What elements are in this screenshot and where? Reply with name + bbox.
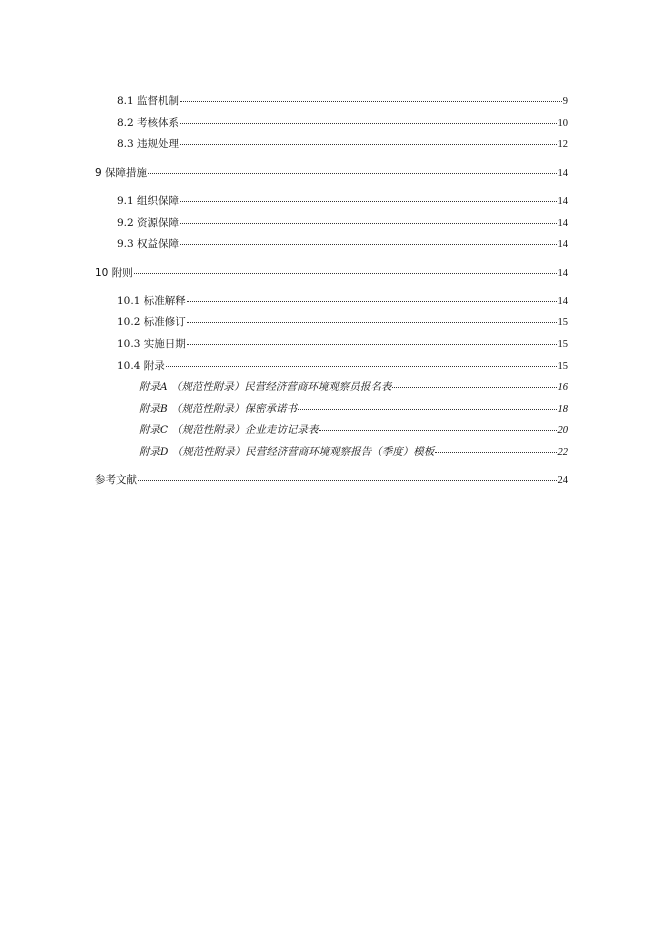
toc-entry-label: 8.3 违规处理 xyxy=(117,138,180,150)
toc-entry-label: 9.2 资源保障 xyxy=(117,217,180,229)
toc-page-number: 22 xyxy=(557,447,568,458)
toc-page-number: 15 xyxy=(557,361,568,372)
toc-entry-label: 8.2 考核体系 xyxy=(117,117,180,129)
toc-page-number: 24 xyxy=(557,475,568,486)
toc-entry-10[interactable] xyxy=(95,266,568,280)
toc-entry-label: 附录B （规范性附录）保密承诺书 xyxy=(139,403,298,415)
toc-dot-leader xyxy=(298,409,556,410)
toc-page-number: 10 xyxy=(557,118,568,129)
toc-entry-9-2[interactable] xyxy=(117,216,568,230)
toc-dot-leader xyxy=(187,322,557,323)
toc-entry-label: 10.1 标准解释 xyxy=(117,295,186,307)
toc-page-number: 18 xyxy=(557,404,568,415)
toc-entry-appendix-b[interactable] xyxy=(139,402,568,416)
toc-entry-8-2[interactable] xyxy=(117,116,568,130)
toc-dot-leader xyxy=(180,201,556,202)
toc-entry-10-4[interactable] xyxy=(117,359,568,373)
toc-dot-leader xyxy=(138,480,557,481)
toc-entry-label: 参考文献 xyxy=(95,474,137,486)
toc-entry-9-3[interactable] xyxy=(117,237,568,251)
toc-page-number: 14 xyxy=(557,296,568,307)
toc-entry-label: 附录C （规范性附录）企业走访记录表 xyxy=(139,424,319,436)
toc-page-number: 14 xyxy=(557,218,568,229)
toc-entry-8-1[interactable] xyxy=(117,94,568,108)
toc-dot-leader xyxy=(180,244,556,245)
toc-dot-leader xyxy=(392,387,556,388)
toc-page-number: 20 xyxy=(557,425,568,436)
toc-page-number: 14 xyxy=(557,239,568,250)
toc-entry-appendix-d[interactable] xyxy=(139,445,568,459)
toc-dot-leader xyxy=(180,101,562,102)
toc-entry-10-3[interactable] xyxy=(117,337,568,351)
toc-entry-label: 10.2 标准修订 xyxy=(117,316,186,328)
toc-dot-leader xyxy=(148,173,556,174)
toc-entry-9-1[interactable] xyxy=(117,194,568,208)
toc-page-number: 15 xyxy=(557,317,568,328)
toc-entry-8-3[interactable] xyxy=(117,137,568,151)
toc-page-number: 15 xyxy=(557,339,568,350)
toc-entry-10-2[interactable] xyxy=(117,315,568,329)
toc-dot-leader xyxy=(134,273,557,274)
toc-entry-label: 8.1 监督机制 xyxy=(117,95,180,107)
toc-entry-label: 9.3 权益保障 xyxy=(117,238,180,250)
toc-page-number: 14 xyxy=(557,168,568,179)
toc-dot-leader xyxy=(319,430,556,431)
toc-page-number: 14 xyxy=(557,196,568,207)
toc-entry-label: 9 保障措施 xyxy=(95,167,148,179)
toc-entry-appendix-c[interactable] xyxy=(139,423,568,437)
toc-entry-label: 10 附则 xyxy=(95,267,133,279)
toc-page-number: 16 xyxy=(557,382,568,393)
toc-entry-label: 附录A （规范性附录）民营经济营商环境观察员报名表 xyxy=(139,381,392,393)
toc-entry-label: 10.4 附录 xyxy=(117,360,165,372)
toc-dot-leader xyxy=(187,301,557,302)
toc-entry-label: 10.3 实施日期 xyxy=(117,338,186,350)
toc-entry-appendix-a[interactable] xyxy=(139,380,568,394)
toc-page-number: 14 xyxy=(557,268,568,279)
toc-dot-leader xyxy=(180,144,556,145)
toc-page-number: 12 xyxy=(557,139,568,150)
toc-entry-9[interactable] xyxy=(95,166,568,180)
toc-dot-leader xyxy=(187,344,557,345)
toc-entry-label: 附录D （规范性附录）民营经济营商环境观察报告（季度）模板 xyxy=(139,446,435,458)
toc-dot-leader xyxy=(180,223,556,224)
toc-page-number: 9 xyxy=(562,96,568,107)
toc-entry-10-1[interactable] xyxy=(117,294,568,308)
toc-dot-leader xyxy=(180,123,556,124)
toc-dot-leader xyxy=(435,452,556,453)
toc-entry-references[interactable] xyxy=(95,473,568,487)
toc-dot-leader xyxy=(166,366,557,367)
toc-entry-label: 9.1 组织保障 xyxy=(117,195,180,207)
